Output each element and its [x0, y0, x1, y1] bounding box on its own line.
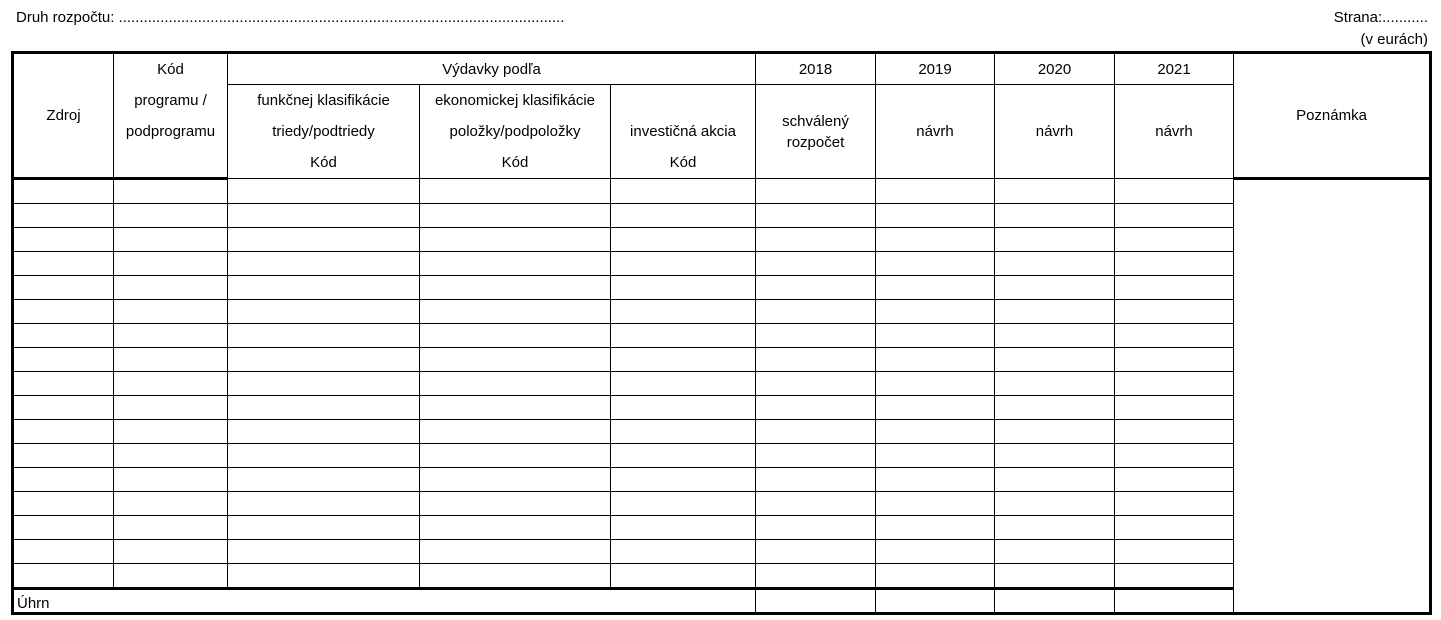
header-program-line-3: podprogramu [125, 123, 216, 140]
table-cell[interactable] [420, 540, 611, 564]
table-cell[interactable] [420, 276, 611, 300]
table-cell[interactable] [228, 540, 420, 564]
investment-line-2: Kód [669, 154, 697, 171]
table-row [13, 348, 1431, 372]
table-cell[interactable] [611, 204, 756, 228]
table-cell[interactable] [1115, 228, 1234, 252]
table-cell[interactable] [876, 540, 995, 564]
table-cell[interactable] [611, 372, 756, 396]
table-cell[interactable] [420, 516, 611, 540]
table-cell[interactable] [1115, 348, 1234, 372]
table-cell[interactable] [228, 444, 420, 468]
table-cell[interactable] [114, 204, 228, 228]
table-row [13, 252, 1431, 276]
table-cell[interactable] [420, 324, 611, 348]
table-row [13, 468, 1431, 492]
table-cell[interactable] [13, 564, 114, 589]
table-cell[interactable] [876, 564, 995, 589]
table-cell[interactable] [114, 324, 228, 348]
functional-line-1: funkčnej klasifikácie [257, 92, 390, 109]
header-navrh-2019: návrh [876, 85, 995, 179]
header-navrh-2020: návrh [995, 85, 1115, 179]
table-cell[interactable] [876, 444, 995, 468]
table-cell[interactable] [420, 564, 611, 589]
table-row [13, 276, 1431, 300]
table-cell[interactable] [995, 396, 1115, 420]
table-cell[interactable] [1115, 444, 1234, 468]
table-cell[interactable] [228, 396, 420, 420]
table-cell[interactable] [876, 228, 995, 252]
header-investment-action [611, 85, 756, 179]
table-cell[interactable] [13, 228, 114, 252]
table-cell[interactable] [756, 564, 876, 589]
table-cell[interactable] [114, 372, 228, 396]
table-cell[interactable] [114, 540, 228, 564]
table-cell[interactable] [1115, 372, 1234, 396]
table-row [13, 324, 1431, 348]
table-cell[interactable] [876, 348, 995, 372]
table-cell[interactable] [114, 179, 228, 204]
header-program-line-2: programu / [134, 92, 207, 109]
table-cell[interactable] [420, 179, 611, 204]
table-cell[interactable] [995, 564, 1115, 589]
budget-type-label: Druh rozpočtu: ........................................................................................................... [16, 9, 565, 26]
table-cell[interactable] [756, 179, 876, 204]
table-cell[interactable] [756, 516, 876, 540]
table-cell[interactable] [114, 492, 228, 516]
header-program-code [114, 53, 228, 179]
table-cell[interactable] [228, 204, 420, 228]
table-cell[interactable] [420, 372, 611, 396]
table-cell[interactable] [1115, 540, 1234, 564]
table-cell[interactable] [611, 228, 756, 252]
table-cell[interactable] [420, 252, 611, 276]
table-cell[interactable] [420, 492, 611, 516]
header-poznamka: Poznámka [1234, 53, 1431, 179]
table-row [13, 179, 1431, 204]
expenditure-table [11, 51, 1432, 615]
table-cell[interactable] [1115, 179, 1234, 204]
table-cell[interactable] [876, 276, 995, 300]
table-cell[interactable] [13, 324, 114, 348]
table-cell[interactable] [114, 444, 228, 468]
table-row [13, 204, 1431, 228]
approved-line-1: schválený [782, 112, 849, 130]
approved-line-2: rozpočet [786, 133, 845, 151]
table-cell[interactable] [995, 204, 1115, 228]
table-cell[interactable] [876, 492, 995, 516]
table-cell[interactable] [420, 228, 611, 252]
table-cell[interactable] [13, 540, 114, 564]
table-cell[interactable] [13, 300, 114, 324]
header-year-2018: 2018 [756, 53, 876, 85]
table-cell[interactable] [876, 324, 995, 348]
table-cell[interactable] [420, 468, 611, 492]
table-cell[interactable] [876, 252, 995, 276]
table-cell[interactable] [756, 228, 876, 252]
table-cell[interactable] [611, 179, 756, 204]
total-cell[interactable] [876, 589, 995, 614]
table-cell[interactable] [228, 348, 420, 372]
table-cell[interactable] [995, 276, 1115, 300]
table-cell[interactable] [995, 324, 1115, 348]
header-year-2019: 2019 [876, 53, 995, 85]
table-cell[interactable] [1115, 324, 1234, 348]
header-program-line-1: Kód [157, 61, 184, 78]
header-navrh-2021: návrh [1115, 85, 1234, 179]
table-row [13, 372, 1431, 396]
total-cell[interactable] [1115, 589, 1234, 614]
table-cell[interactable] [228, 420, 420, 444]
table-row [13, 300, 1431, 324]
functional-line-2: triedy/podtriedy [272, 123, 375, 140]
table-cell[interactable] [1115, 492, 1234, 516]
table-cell[interactable] [995, 468, 1115, 492]
table-cell[interactable] [756, 540, 876, 564]
table-row [13, 516, 1431, 540]
economic-line-1: ekonomickej klasifikácie [434, 92, 596, 109]
table-cell[interactable] [995, 516, 1115, 540]
table-cell[interactable] [995, 492, 1115, 516]
table-cell[interactable] [995, 540, 1115, 564]
table-cell[interactable] [611, 492, 756, 516]
table-cell[interactable] [611, 396, 756, 420]
table-cell[interactable] [228, 276, 420, 300]
total-row [13, 589, 1431, 614]
total-cell[interactable] [995, 589, 1115, 614]
table-row [13, 396, 1431, 420]
total-cell[interactable] [756, 589, 876, 614]
table-cell[interactable] [114, 300, 228, 324]
header-zdroj: Zdroj [13, 53, 114, 179]
header-vydavky-podla: Výdavky podľa [228, 53, 756, 85]
table-cell[interactable] [1115, 516, 1234, 540]
table-cell[interactable] [876, 179, 995, 204]
table-cell[interactable] [756, 492, 876, 516]
table-cell[interactable] [756, 444, 876, 468]
table-cell[interactable] [611, 468, 756, 492]
table-row [13, 540, 1431, 564]
table-cell[interactable] [756, 324, 876, 348]
table-cell[interactable] [114, 564, 228, 589]
table-cell[interactable] [611, 540, 756, 564]
table-cell[interactable] [756, 204, 876, 228]
table-row [13, 492, 1431, 516]
table-cell[interactable] [611, 252, 756, 276]
total-label: Úhrn [13, 589, 756, 614]
table-cell[interactable] [611, 516, 756, 540]
table-cell[interactable] [114, 348, 228, 372]
table-cell[interactable] [995, 348, 1115, 372]
table-cell[interactable] [1115, 420, 1234, 444]
table-cell[interactable] [228, 228, 420, 252]
table-cell[interactable] [420, 348, 611, 372]
table-cell[interactable] [756, 348, 876, 372]
table-cell[interactable] [13, 444, 114, 468]
header-functional-classification [228, 85, 420, 179]
table-cell[interactable] [13, 516, 114, 540]
table-cell[interactable] [13, 396, 114, 420]
table-cell[interactable] [1115, 300, 1234, 324]
table-cell[interactable] [611, 444, 756, 468]
table-cell[interactable] [611, 276, 756, 300]
functional-line-3: Kód [310, 154, 337, 171]
table-cell[interactable] [876, 300, 995, 324]
table-cell[interactable] [13, 468, 114, 492]
table-cell[interactable] [114, 516, 228, 540]
table-cell[interactable] [114, 420, 228, 444]
table-cell[interactable] [1115, 468, 1234, 492]
table-row [13, 228, 1431, 252]
table-cell[interactable] [756, 372, 876, 396]
table-cell[interactable] [420, 420, 611, 444]
table-cell[interactable] [228, 564, 420, 589]
table-cell[interactable] [228, 179, 420, 204]
table-cell[interactable] [876, 468, 995, 492]
table-cell[interactable] [420, 396, 611, 420]
table-cell[interactable] [420, 444, 611, 468]
table-cell[interactable] [756, 276, 876, 300]
table-cell[interactable] [228, 468, 420, 492]
table-cell[interactable] [1115, 396, 1234, 420]
header-approved-budget [756, 85, 876, 179]
table-cell[interactable] [13, 276, 114, 300]
table-cell[interactable] [114, 276, 228, 300]
header-year-2020: 2020 [995, 53, 1115, 85]
table-cell[interactable] [995, 228, 1115, 252]
table-cell[interactable] [756, 300, 876, 324]
table-row [13, 564, 1431, 589]
table-cell[interactable] [876, 372, 995, 396]
table-cell[interactable] [228, 372, 420, 396]
economic-line-3: Kód [501, 154, 529, 171]
table-cell[interactable] [611, 564, 756, 589]
page-number-label: Strana:........... [1333, 9, 1428, 26]
table-cell[interactable] [876, 420, 995, 444]
table-cell[interactable] [611, 420, 756, 444]
note-cell[interactable] [1234, 179, 1431, 614]
table-cell[interactable] [114, 252, 228, 276]
table-cell[interactable] [995, 420, 1115, 444]
table-cell[interactable] [876, 516, 995, 540]
header-economic-classification [420, 85, 611, 179]
table-cell[interactable] [228, 252, 420, 276]
table-cell[interactable] [13, 204, 114, 228]
table-cell[interactable] [995, 372, 1115, 396]
currency-note: (v eurách) [1360, 31, 1428, 48]
table-cell[interactable] [611, 324, 756, 348]
table-cell[interactable] [228, 492, 420, 516]
table-cell[interactable] [13, 179, 114, 204]
header-year-2021: 2021 [1115, 53, 1234, 85]
table-cell[interactable] [420, 300, 611, 324]
table-row [13, 444, 1431, 468]
table-cell[interactable] [420, 204, 611, 228]
table-cell[interactable] [114, 228, 228, 252]
table-cell[interactable] [1115, 564, 1234, 589]
table-cell[interactable] [1115, 276, 1234, 300]
table-cell[interactable] [756, 252, 876, 276]
table-cell[interactable] [995, 444, 1115, 468]
table-cell[interactable] [995, 300, 1115, 324]
table-cell[interactable] [611, 300, 756, 324]
table-cell[interactable] [876, 204, 995, 228]
table-cell[interactable] [756, 396, 876, 420]
table-cell[interactable] [1115, 204, 1234, 228]
table-cell[interactable] [995, 252, 1115, 276]
table-cell[interactable] [114, 468, 228, 492]
table-cell[interactable] [228, 324, 420, 348]
economic-line-2: položky/podpoložky [449, 123, 581, 140]
table-cell[interactable] [995, 179, 1115, 204]
table-cell[interactable] [13, 348, 114, 372]
investment-line-1: investičná akcia [630, 123, 736, 140]
table-cell[interactable] [756, 420, 876, 444]
table-cell[interactable] [228, 516, 420, 540]
table-cell[interactable] [876, 396, 995, 420]
table-cell[interactable] [13, 420, 114, 444]
table-cell[interactable] [756, 468, 876, 492]
table-cell[interactable] [114, 396, 228, 420]
table-cell[interactable] [13, 372, 114, 396]
table-cell[interactable] [13, 252, 114, 276]
table-cell[interactable] [13, 492, 114, 516]
table-cell[interactable] [611, 348, 756, 372]
table-cell[interactable] [228, 300, 420, 324]
table-cell[interactable] [1115, 252, 1234, 276]
table-row [13, 420, 1431, 444]
